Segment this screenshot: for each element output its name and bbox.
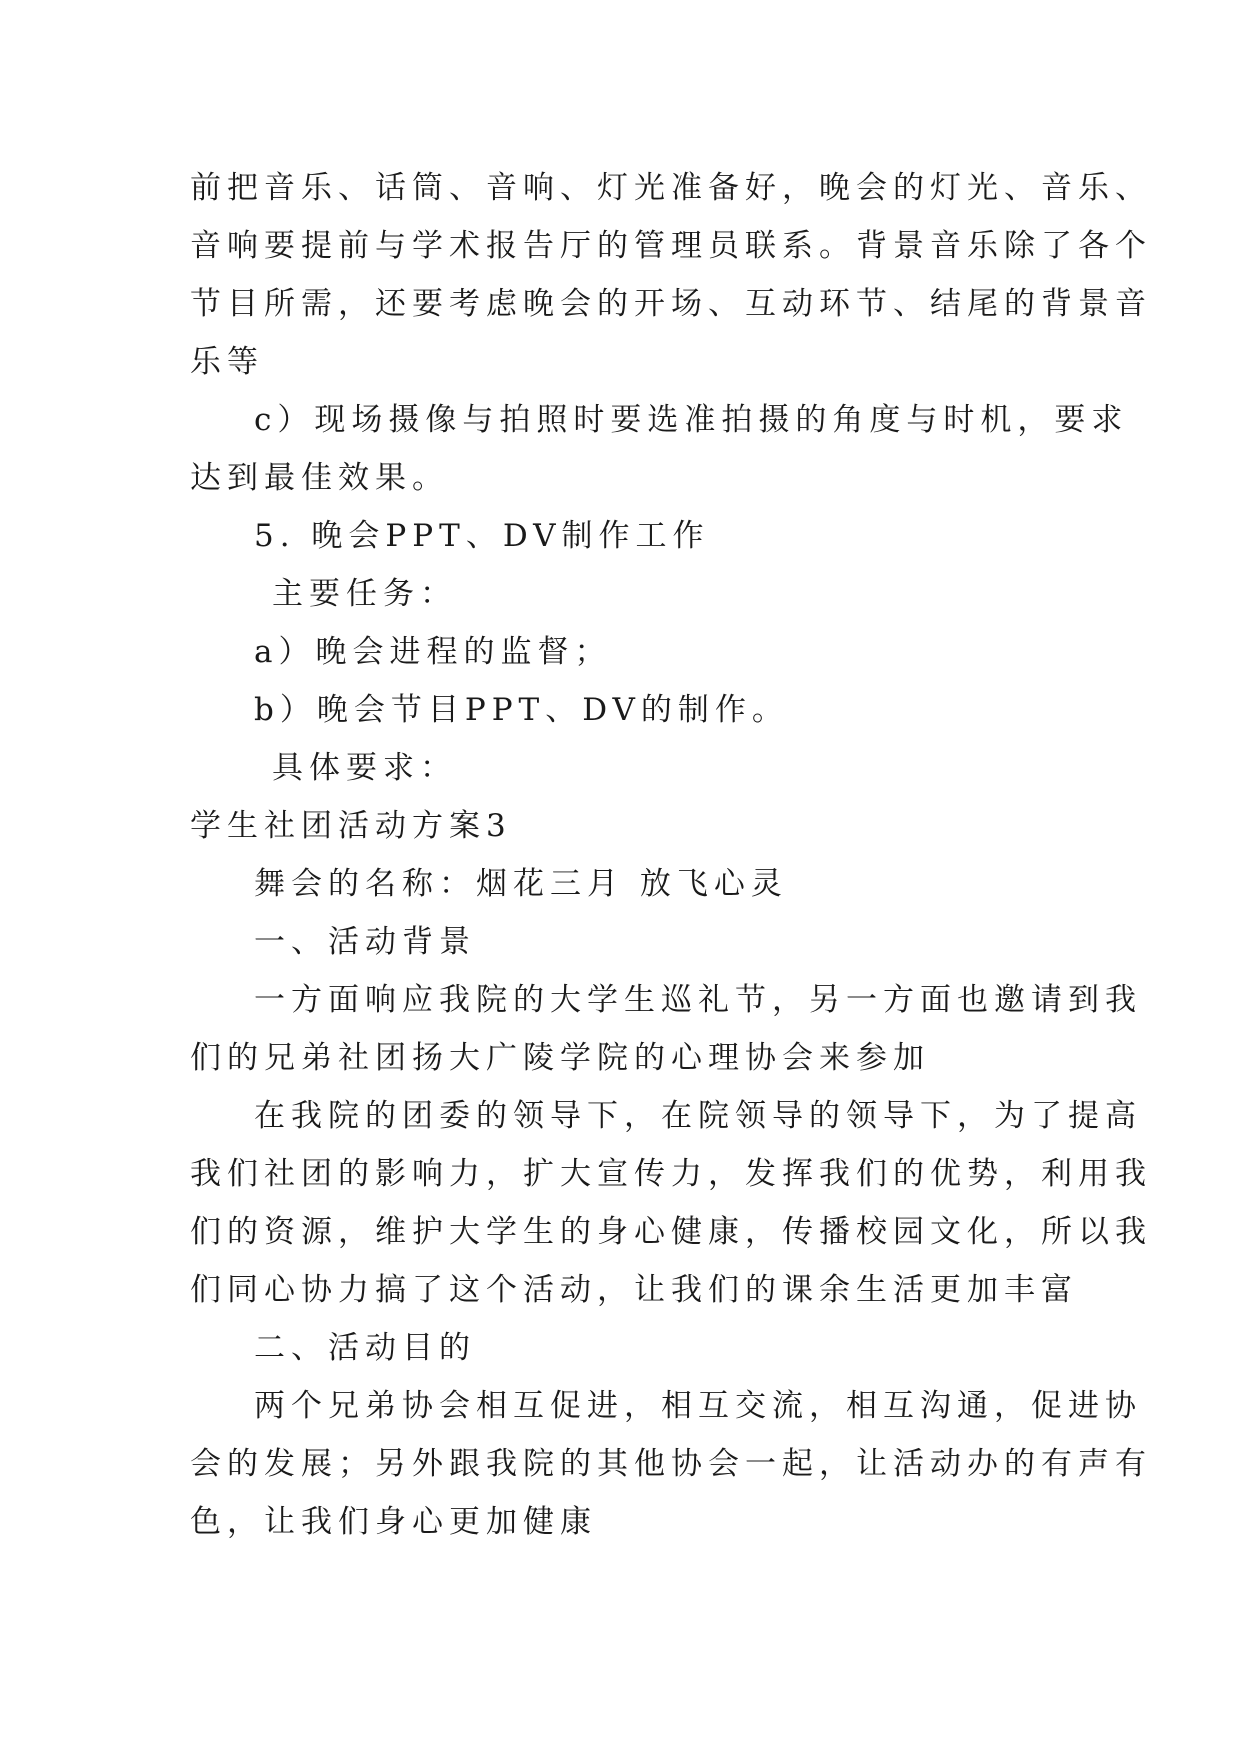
body-text-line: 音响要提前与学术报告厅的管理员联系。背景音乐除了各个 bbox=[190, 228, 1152, 264]
list-item-b: b）晚会节目PPT、DV的制作。 bbox=[254, 692, 789, 728]
subheading-requirements: 具体要求： bbox=[272, 750, 457, 786]
body-text-line: 们的资源，维护大学生的身心健康，传播校园文化，所以我 bbox=[190, 1214, 1152, 1250]
section-heading-5: 5. 晚会PPT、DV制作工作 bbox=[254, 518, 710, 554]
body-text-line: 们的兄弟社团扬大广陵学院的心理协会来参加 bbox=[190, 1040, 930, 1076]
body-text-line: 我们社团的影响力，扩大宣传力，发挥我们的优势，利用我 bbox=[190, 1156, 1152, 1192]
subheading-main-tasks: 主要任务： bbox=[272, 576, 457, 612]
body-text-line: 前把音乐、话筒、音响、灯光准备好，晚会的灯光、音乐、 bbox=[190, 170, 1152, 206]
body-text-line: 一方面响应我院的大学生巡礼节，另一方面也邀请到我 bbox=[254, 982, 1142, 1018]
body-text-line: 节目所需，还要考虑晚会的开场、互动环节、结尾的背景音 bbox=[190, 286, 1152, 322]
section-heading-background: 一、活动背景 bbox=[254, 924, 476, 960]
body-text-line: 们同心协力搞了这个活动，让我们的课余生活更加丰富 bbox=[190, 1272, 1078, 1308]
body-text-line: 色，让我们身心更加健康 bbox=[190, 1504, 597, 1540]
dance-name-line: 舞会的名称：烟花三月 放飞心灵 bbox=[254, 866, 788, 902]
list-item-a: a）晚会进程的监督； bbox=[254, 634, 612, 670]
body-text-line: 两个兄弟协会相互促进，相互交流，相互沟通，促进协 bbox=[254, 1388, 1142, 1424]
body-text-line: 乐等 bbox=[190, 344, 264, 380]
body-text-line: 达到最佳效果。 bbox=[190, 460, 449, 496]
body-text-line: 会的发展；另外跟我院的其他协会一起，让活动办的有声有 bbox=[190, 1446, 1152, 1482]
section-heading-purpose: 二、活动目的 bbox=[254, 1330, 476, 1366]
list-item-c: c）现场摄像与拍照时要选准拍摄的角度与时机，要求 bbox=[254, 402, 1129, 438]
document-title: 学生社团活动方案3 bbox=[190, 808, 512, 844]
body-text-line: 在我院的团委的领导下，在院领导的领导下，为了提高 bbox=[254, 1098, 1142, 1134]
